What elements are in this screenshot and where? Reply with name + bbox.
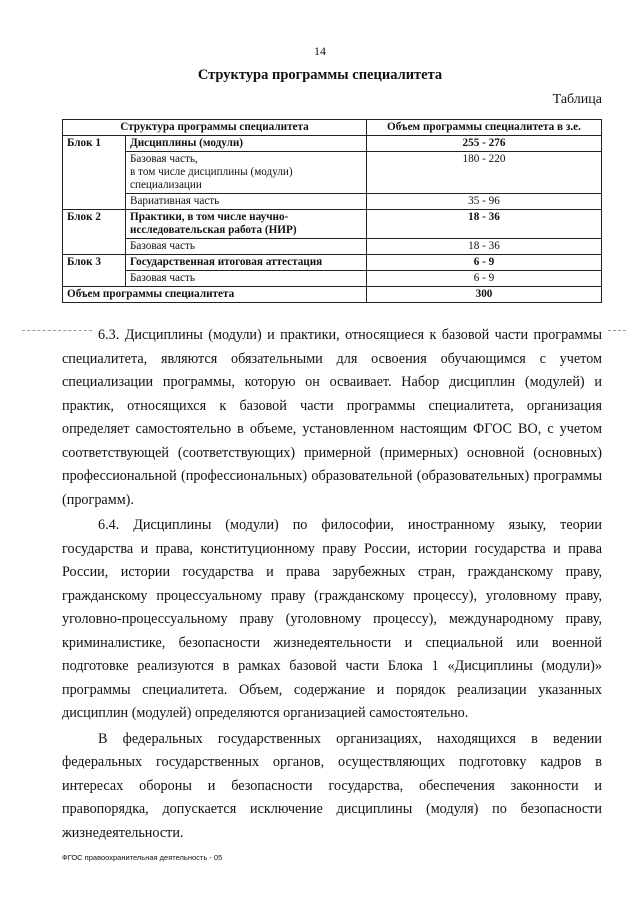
section-cell: Вариативная часть xyxy=(126,194,367,210)
table-header-row xyxy=(63,120,602,136)
block-cell: Блок 3 xyxy=(63,255,126,287)
page-title: Структура программы специалитета xyxy=(197,67,443,83)
section-cell: Базовая часть xyxy=(126,239,367,255)
volume-cell: 18 - 36 xyxy=(367,210,602,239)
block-cell: Блок 2 xyxy=(63,210,126,255)
header-structure: Структура программы специалитета xyxy=(63,120,367,136)
body-text xyxy=(62,324,602,845)
page-number: 14 xyxy=(314,44,326,58)
section-cell: Базовая часть, в том числе дисциплины (модули) специализации xyxy=(126,152,367,194)
structure-table xyxy=(62,119,602,303)
footer-text: ФГОС правоохранительная деятельность - 05 xyxy=(62,853,223,862)
table-row xyxy=(63,152,602,194)
volume-cell: 180 - 220 xyxy=(367,152,602,194)
volume-cell: 255 - 276 xyxy=(367,136,602,152)
section-cell: Базовая часть xyxy=(126,271,367,287)
table-row xyxy=(63,136,602,152)
volume-cell: 18 - 36 xyxy=(367,239,602,255)
table-row xyxy=(63,194,602,210)
block-cell: Блок 1 xyxy=(63,136,126,210)
section-cell: Дисциплины (модули) xyxy=(126,136,367,152)
volume-cell: 35 - 96 xyxy=(367,194,602,210)
total-row xyxy=(63,287,602,303)
volume-cell: 6 - 9 xyxy=(367,255,602,271)
header-volume: Объем программы специалитета в з.е. xyxy=(367,120,602,136)
total-value: 300 xyxy=(367,287,602,303)
section-cell: Государственная итоговая аттестация xyxy=(126,255,367,271)
table-row xyxy=(63,271,602,287)
total-label: Объем программы специалитета xyxy=(63,287,367,303)
table-label: Таблица xyxy=(552,92,602,107)
volume-cell: 6 - 9 xyxy=(367,271,602,287)
paragraph: В федеральных государственных организациях, находящихся в ведении федеральных государственных органов, осуществляющих подготовку кадров в интересах обороны и безопасности государства, обеспечения законности и правопорядка, допускается исключение дисциплины (модуля) по безопасности жизнедеятельности. xyxy=(62,730,602,841)
section-cell: Практики, в том числе научно-исследовательская работа (НИР) xyxy=(126,210,367,239)
table-body xyxy=(63,136,602,287)
table-row xyxy=(63,210,602,239)
scan-dots-right xyxy=(608,330,626,331)
table-row xyxy=(63,239,602,255)
table-row xyxy=(63,255,602,271)
paragraph: 6.3. Дисциплины (модули) и практики, относящиеся к базовой части программы специалитета, являются обязательными для освоения обучающимся с учетом специализации программы, которую он осваивает. Набор дисциплин (модулей) и практик, относящихся к базовой части программы специалитета, организация определяет самостоятельно в объеме, установленном настоящим ФГОС ВО, с учетом соответствующей (соответствующих) примерной (примерных) основной (основных) профессиональной (профессиональных) образовательной (образовательных) программы (программ). xyxy=(62,327,602,508)
paragraph: 6.4. Дисциплины (модули) по философии, иностранному языку, теории государства и права, конституционному праву России, истории государства и права России, истории государства и права зарубежных стран, гражданскому праву, гражданскому процессуальному праву (гражданскому процессу), уголовному праву, уголовно-процессуальному праву (уголовному процессу), международному праву, криминалистике, безопасности жизнедеятельности и специальной или военной подготовке реализуются в рамках базовой части Блока 1 «Дисциплины (модули)» программы специалитета. Объем, содержание и порядок реализации указанных дисциплин (модулей) определяются организацией самостоятельно. xyxy=(62,517,602,721)
